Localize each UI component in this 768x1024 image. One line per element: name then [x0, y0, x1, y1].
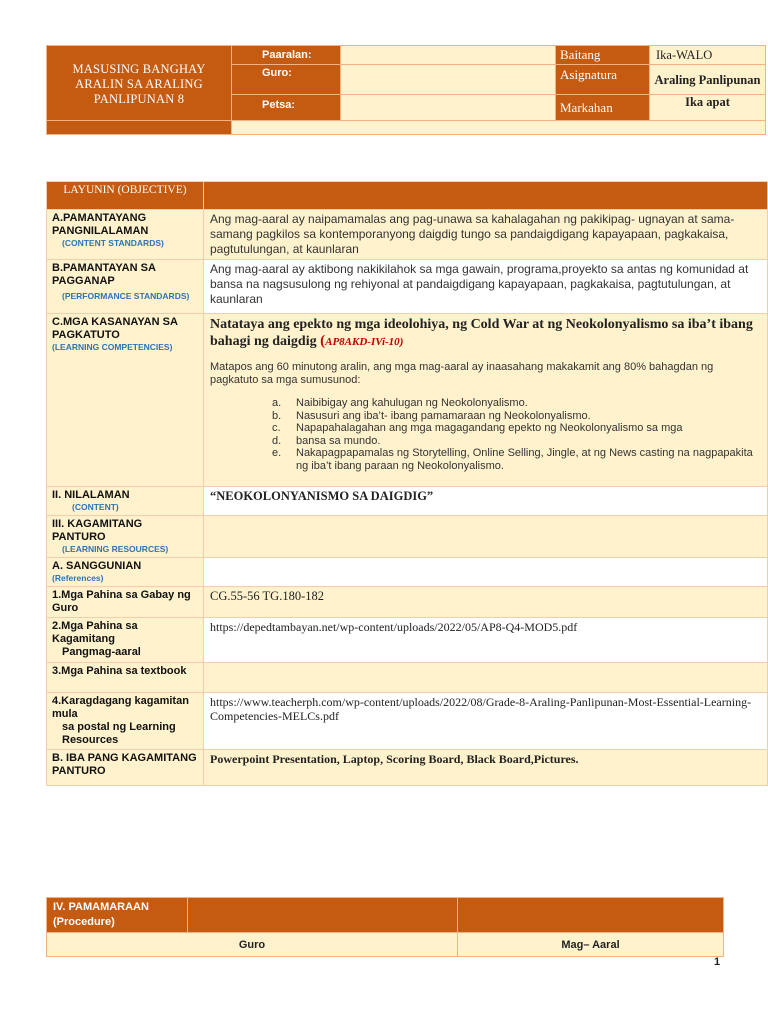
learner-materials-link[interactable]: https://depedtambayan.net/wp-content/uploads/2022/05/AP8-Q4-MOD5.pdf — [204, 618, 768, 663]
learning-resources-label: III. KAGAMITANG PANTURO — [52, 518, 143, 543]
textbook-label: 3.Mga Pahina sa textbook — [52, 665, 187, 677]
petsa-value — [341, 95, 556, 121]
objectives-list — [272, 397, 761, 472]
competency-open-paren: ( — [320, 333, 326, 349]
competency-code: AP8AKD-IVi-10 — [325, 336, 400, 348]
objective-text: Nasusuri ang iba’t- ibang pamamaraan ng Neokolonyalismo. — [296, 409, 591, 422]
competency-title-text: Natataya ang epekto ng mga ideolohiya, ng Cold War at ng Neokolonyalismo sa iba’t ibang bahagi ng daigdig — [210, 317, 753, 349]
other-materials-text: Powerpoint Presentation, Laptop, Scoring Board, Black Board,Pictures. — [204, 750, 768, 786]
performance-standards-sub: (PERFORMANCE STANDARDS) — [62, 291, 190, 301]
guro-column-heading: Guro — [47, 933, 458, 957]
lesson-plan-title: MASUSING BANGHAY ARALIN SA ARALING PANLIPUNAN 8 — [47, 46, 232, 121]
paaralan-value — [341, 46, 556, 65]
references-sub: (References) — [52, 573, 104, 583]
competency-close-paren: ) — [399, 336, 404, 348]
asignatura-label: Asignatura — [556, 65, 650, 95]
content-sub: (CONTENT) — [72, 502, 119, 512]
objective-item — [272, 447, 761, 472]
learning-competencies-sub: (LEARNING COMPETENCIES) — [52, 342, 173, 352]
content-standards-text: Ang mag-aaral ay naipamamalas ang pag-unawa sa kahalagahan ng pakikipag- ugnayan at sama-samang pagkilos sa kontemporanyong daigdig tungo sa pandaigdigang kapayapaan, pagkakaisa, pagtutulungan, at kaunlaran — [204, 210, 768, 260]
learning-competencies-content — [204, 314, 768, 487]
procedure-table — [46, 897, 724, 957]
header-table — [46, 45, 766, 135]
asignatura-value: Araling Panlipunan — [650, 65, 766, 95]
textbook-text — [204, 663, 768, 693]
competency-intro: Matapos ang 60 minutong aralin, ang mga mag-aaral ay inaasahang makakamit ang 80% bahagdan ng pagkatuto sa mga sumusunod: — [210, 361, 714, 386]
objective-item — [272, 397, 761, 410]
layunin-heading-blank — [204, 182, 768, 210]
additional-materials-label-2: sa postal ng Learning Resources — [62, 721, 176, 746]
learning-competencies-label-cell — [47, 314, 204, 487]
content-standards-label: A.PAMANTAYANG PANGNILALAMAN — [52, 212, 149, 237]
baitang-label: Baitang — [556, 46, 650, 65]
competency-title — [210, 316, 761, 351]
learning-resources-label-cell — [47, 516, 204, 558]
objective-marker: c. — [272, 422, 281, 434]
learning-resources-sub: (LEARNING RESOURCES) — [62, 544, 169, 554]
teacher-guide-text: CG.55-56 TG.180-182 — [204, 587, 768, 618]
objective-marker: b. — [272, 409, 282, 422]
content-text: “NEOKOLONYANISMO SA DAIGDIG” — [204, 487, 768, 516]
additional-materials-link[interactable]: https://www.teacherph.com/wp-content/uploads/2022/08/Grade-8-Araling-Panlipunan-Most-Essential-Learning-Competencies-MELCs.pdf — [204, 693, 768, 750]
procedure-header-blank-2 — [458, 898, 724, 933]
guro-value — [341, 65, 556, 95]
content-standards-label-cell — [47, 210, 204, 260]
petsa-label: Petsa: — [232, 95, 341, 121]
procedure-label: IV. PAMAMARAAN (Procedure) — [47, 898, 188, 933]
baitang-value: Ika-WALO — [650, 46, 766, 65]
objectives-table — [46, 181, 768, 786]
objective-text: Napapahalagahan ang mga magagandang epekto ng Neokolonyalismo sa mga — [296, 422, 683, 434]
objective-text: Nakapagpapamalas ng Storytelling, Online Selling, Jingle, at ng News casting na nagpapakita ng iba’t ibang paraan ng Neokolonyalismo. — [296, 447, 753, 472]
page-number: 1 — [714, 956, 721, 968]
header-footer-cream — [232, 121, 766, 135]
markahan-label: Markahan — [556, 95, 650, 121]
objective-item — [272, 435, 761, 448]
objective-text: Naibibigay ang kahulugan ng Neokolonyalismo. — [296, 397, 528, 409]
objective-marker: a. — [272, 397, 282, 409]
references-blank — [204, 558, 768, 587]
learner-materials-label: 2.Mga Pahina sa Kagamitang — [52, 620, 138, 645]
objective-item — [272, 410, 761, 423]
content-label-cell — [47, 487, 204, 516]
content-standards-sub: (CONTENT STANDARDS) — [62, 238, 164, 248]
learning-resources-blank — [204, 516, 768, 558]
performance-standards-text: Ang mag-aaral ay aktibong nakikilahok sa mga gawain, programa,proyekto sa antas ng komunidad at bansa na nagsusulong ng rehiyonal at pandaigdigang kapayapaan, pagkakaisa, pagtutulungan, at kaunlaran — [204, 260, 768, 314]
paaralan-label: Paaralan: — [232, 46, 341, 65]
additional-materials-label-cell — [47, 693, 204, 750]
learner-materials-label-2: Pangmag-aaral — [62, 646, 141, 658]
markahan-value: Ika apat — [650, 95, 766, 121]
textbook-label-cell — [47, 663, 204, 693]
learner-materials-label-cell — [47, 618, 204, 663]
additional-materials-label: 4.Karagdagang kagamitan mula — [52, 695, 189, 720]
objective-item — [272, 422, 761, 435]
teacher-guide-label-cell — [47, 587, 204, 618]
other-materials-label-cell — [47, 750, 204, 786]
teacher-guide-label: 1.Mga Pahina sa Gabay ng Guro — [52, 589, 191, 614]
objective-marker: d. — [272, 434, 282, 447]
header-footer-bar — [47, 121, 232, 135]
learning-competencies-label: C.MGA KASANAYAN SA PAGKATUTO — [52, 316, 178, 341]
references-label-cell — [47, 558, 204, 587]
objective-marker: e. — [272, 447, 282, 459]
procedure-header-blank — [188, 898, 458, 933]
layunin-heading: LAYUNIN (OBJECTIVE) — [47, 182, 204, 210]
guro-label: Guro: — [232, 65, 341, 95]
objective-text: bansa sa mundo. — [296, 434, 381, 447]
mag-aaral-column-heading: Mag– Aaral — [458, 933, 724, 957]
references-label: A. SANGGUNIAN — [52, 560, 142, 572]
content-label: II. NILALAMAN — [52, 489, 130, 501]
other-materials-label: B. IBA PANG KAGAMITANG PANTURO — [52, 752, 197, 777]
performance-standards-label: B.PAMANTAYAN SA PAGGANAP — [52, 262, 156, 287]
performance-standards-label-cell — [47, 260, 204, 314]
